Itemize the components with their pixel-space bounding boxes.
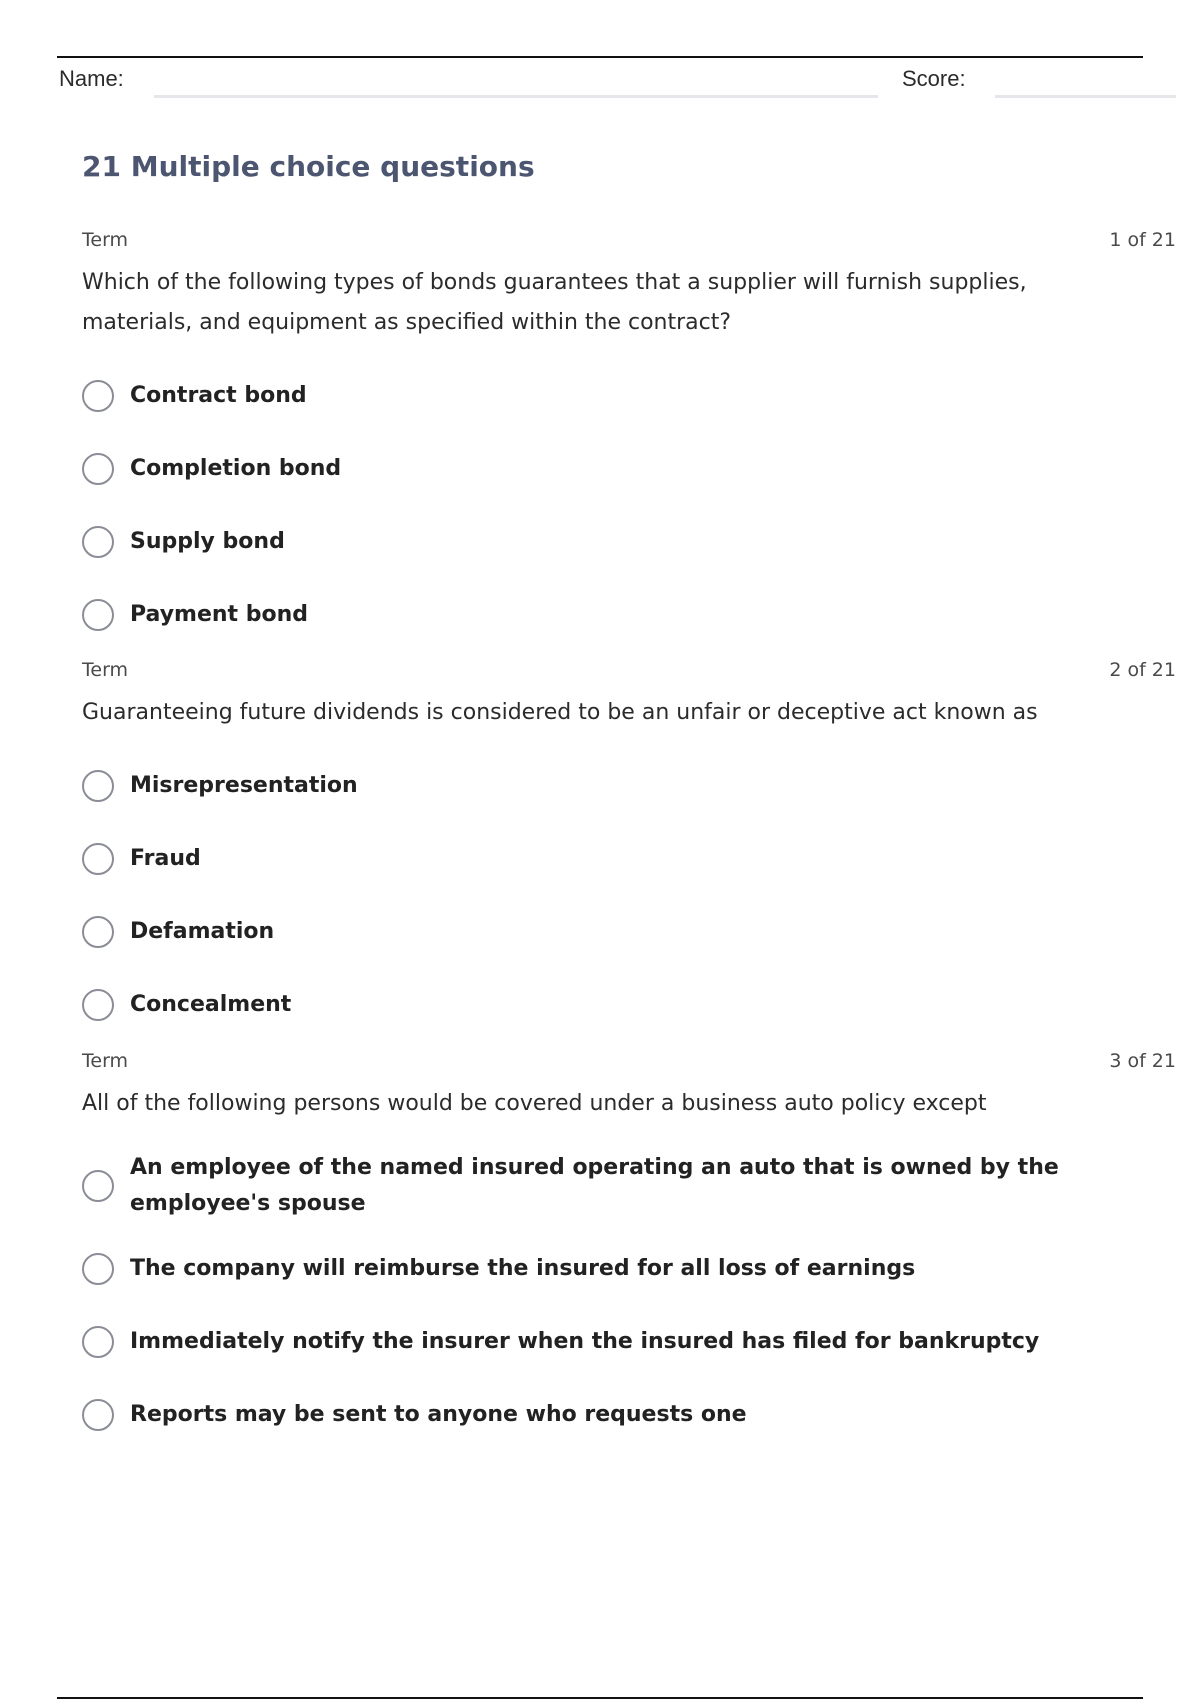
- question-counter: 3 of 21: [1109, 1050, 1176, 1072]
- option-label: Payment bond: [130, 601, 308, 627]
- radio-button[interactable]: [82, 453, 114, 485]
- page-title: 21 Multiple choice questions: [82, 150, 535, 183]
- answer-option[interactable]: [82, 432, 1176, 505]
- option-label: Concealment: [130, 991, 292, 1017]
- question-counter: 2 of 21: [1109, 659, 1176, 681]
- radio-button[interactable]: [82, 989, 114, 1021]
- question-header: [82, 229, 1176, 255]
- option-label: Supply bond: [130, 528, 285, 554]
- answer-option[interactable]: [82, 578, 1176, 651]
- radio-button[interactable]: [82, 916, 114, 948]
- answer-option[interactable]: [82, 1305, 1176, 1378]
- score-input-line[interactable]: [995, 95, 1176, 98]
- name-input-line[interactable]: [154, 95, 878, 98]
- answer-options: [82, 749, 1176, 1041]
- question-3: [82, 1050, 1176, 1451]
- radio-button[interactable]: [82, 1326, 114, 1358]
- term-label: Term: [82, 229, 129, 251]
- answer-options: [82, 1140, 1176, 1451]
- option-label: Contract bond: [130, 382, 307, 408]
- radio-button[interactable]: [82, 843, 114, 875]
- question-header: [82, 659, 1176, 685]
- score-label: Score:: [902, 66, 966, 91]
- option-label: Fraud: [130, 845, 201, 871]
- radio-button[interactable]: [82, 380, 114, 412]
- bottom-rule: [57, 1697, 1143, 1699]
- name-score-header: [0, 64, 1200, 104]
- answer-option[interactable]: [82, 359, 1176, 432]
- radio-button[interactable]: [82, 1399, 114, 1431]
- option-label: Immediately notify the insurer when the insured has filed for bankruptcy: [130, 1328, 1040, 1354]
- option-label: Defamation: [130, 918, 275, 944]
- top-rule: [57, 56, 1143, 58]
- answer-option[interactable]: [82, 505, 1176, 578]
- question-2: [82, 659, 1176, 1041]
- radio-button[interactable]: [82, 526, 114, 558]
- radio-button[interactable]: [82, 1170, 114, 1202]
- option-label: Reports may be sent to anyone who requests one: [130, 1401, 747, 1427]
- term-label: Term: [82, 659, 129, 681]
- answer-options: [82, 359, 1176, 651]
- term-label: Term: [82, 1050, 129, 1072]
- radio-button[interactable]: [82, 599, 114, 631]
- question-text: Which of the following types of bonds guarantees that a supplier will furnish supplies, materials, and equipment as specified within the contract?: [82, 270, 1027, 335]
- question-counter: 1 of 21: [1109, 229, 1176, 251]
- question-1: [82, 229, 1176, 651]
- option-label: The company will reimburse the insured for all loss of earnings: [130, 1255, 916, 1281]
- name-label: Name:: [59, 66, 124, 91]
- option-label: Completion bond: [130, 455, 342, 481]
- answer-option[interactable]: [82, 822, 1176, 895]
- answer-option[interactable]: [82, 1140, 1176, 1232]
- radio-button[interactable]: [82, 770, 114, 802]
- answer-option[interactable]: [82, 1378, 1176, 1451]
- question-header: [82, 1050, 1176, 1076]
- question-text: Guaranteeing future dividends is considered to be an unfair or deceptive act known as: [82, 700, 1038, 725]
- question-text: All of the following persons would be covered under a business auto policy except: [82, 1091, 987, 1116]
- option-label: An employee of the named insured operating an auto that is owned by the employee's spouse: [130, 1155, 1059, 1216]
- radio-button[interactable]: [82, 1253, 114, 1285]
- answer-option[interactable]: [82, 749, 1176, 822]
- answer-option[interactable]: [82, 968, 1176, 1041]
- option-label: Misrepresentation: [130, 772, 358, 798]
- answer-option[interactable]: [82, 895, 1176, 968]
- answer-option[interactable]: [82, 1232, 1176, 1305]
